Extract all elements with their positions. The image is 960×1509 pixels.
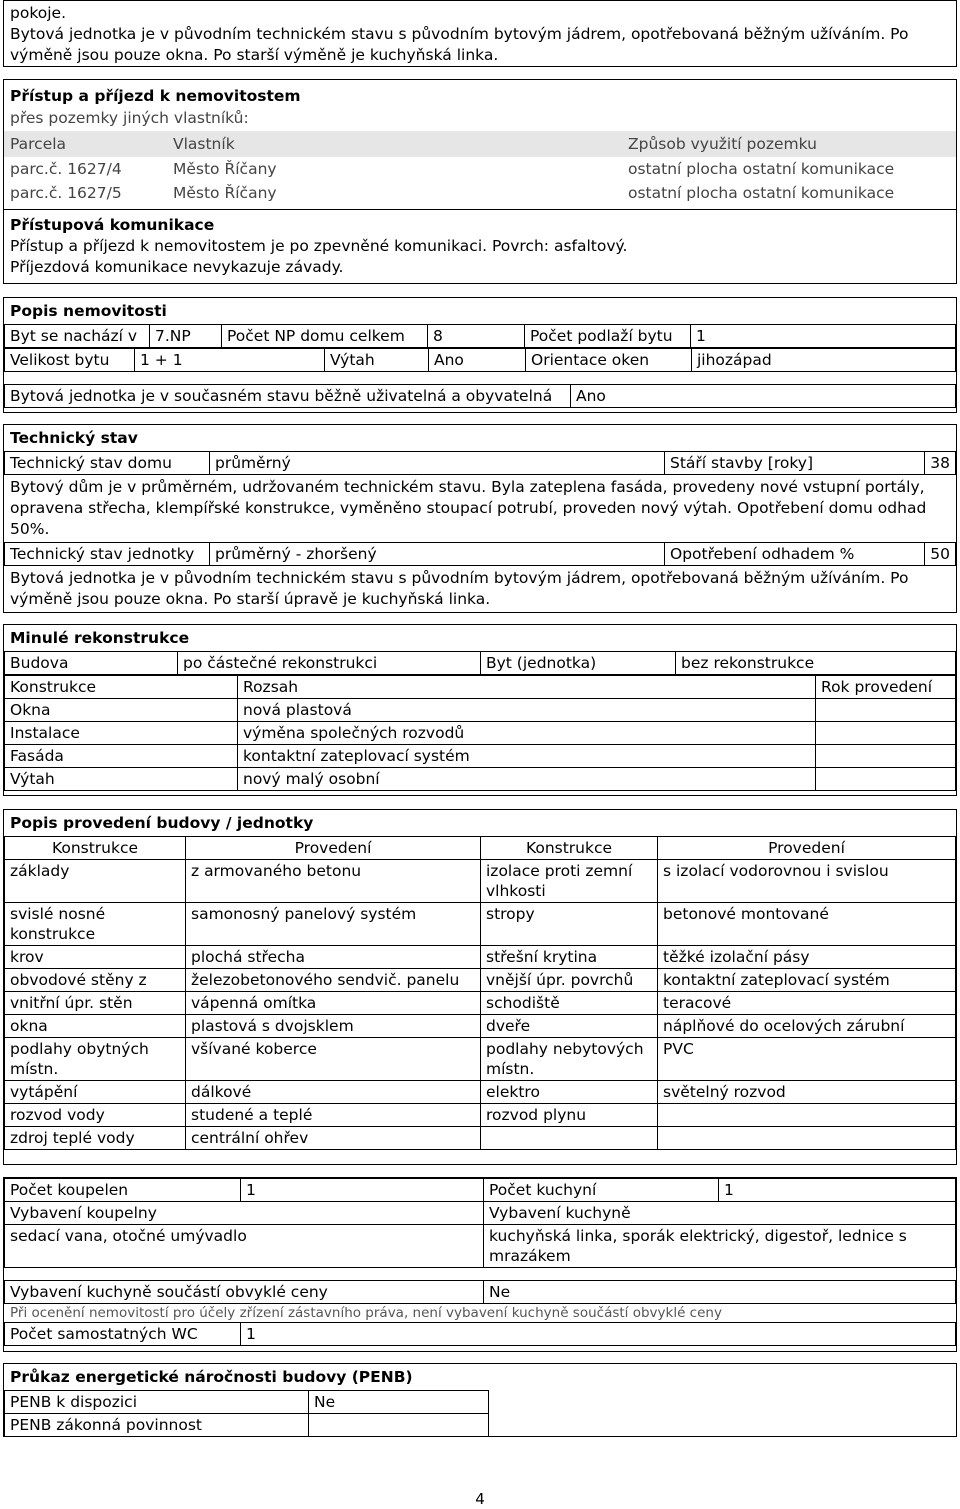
kitchen-equip-value: kuchyňská linka, sporák elektrický, digestoř, lednice s mrazákem <box>484 1225 956 1268</box>
floors-total-label: Počet NP domu celkem <box>222 325 428 348</box>
wc-label: Počet samostatných WC <box>5 1323 241 1346</box>
execution-header-2: Provedení <box>658 837 956 860</box>
usage-header: Způsob využití pozemku <box>622 131 956 157</box>
kitchen-note: Při ocenění nemovitostí pro účely zřízení zástavního práva, není vybavení kuchyně součástí obvyklé ceny <box>10 1305 722 1321</box>
size-label: Velikost bytu <box>5 349 135 372</box>
construction-cell: okna <box>5 1015 186 1038</box>
execution-cell: plochá střecha <box>186 946 481 969</box>
year-cell <box>816 745 956 768</box>
table-row <box>5 1391 956 1414</box>
owner-cell: Město Říčany <box>173 160 277 178</box>
flat-floors-value: 1 <box>691 325 956 348</box>
year-header: Rok provedení <box>816 676 956 699</box>
scope-cell: výměna společných rozvodů <box>238 722 816 745</box>
table-row <box>5 722 956 745</box>
table-row <box>5 992 956 1015</box>
floors-total-value: 8 <box>428 325 525 348</box>
construction-header: Konstrukce <box>5 837 186 860</box>
execution-cell: centrální ohřev <box>186 1127 481 1150</box>
construction-header: Konstrukce <box>5 676 238 699</box>
building-value: po částečné rekonstrukci <box>178 652 481 675</box>
execution-cell: železobetonového sendvič. panelu <box>186 969 481 992</box>
penb-mandatory-value <box>309 1414 489 1437</box>
house-label: Technický stav domu <box>5 452 210 475</box>
table-row <box>4 181 956 205</box>
table-row <box>5 946 956 969</box>
table-row <box>5 1081 956 1104</box>
road-title: Přístupová komunikace <box>10 216 215 234</box>
owner-header: Vlastník <box>167 131 622 157</box>
bath-equip-value: sedací vana, otočné umývadlo <box>5 1225 484 1268</box>
execution-cell: plastová s dvojsklem <box>186 1015 481 1038</box>
table-row <box>5 837 956 860</box>
construction-cell: vnitřní úpr. stěn <box>5 992 186 1015</box>
flat-value: bez rekonstrukce <box>676 652 956 675</box>
lift-value: Ano <box>429 349 526 372</box>
table-row <box>5 903 956 946</box>
year-cell <box>816 722 956 745</box>
kitchens-label: Počet kuchyní <box>484 1179 719 1202</box>
orientation-label: Orientace oken <box>526 349 692 372</box>
flat-floors-label: Počet podlaží bytu <box>525 325 691 348</box>
construction-cell: podlahy nebytových místn. <box>481 1038 658 1081</box>
execution-cell: studené a teplé <box>186 1104 481 1127</box>
construction-cell: elektro <box>481 1081 658 1104</box>
lift-label: Výtah <box>325 349 429 372</box>
age-value: 38 <box>925 452 956 475</box>
execution-cell: těžké izolační pásy <box>658 946 956 969</box>
year-cell <box>816 699 956 722</box>
table-row <box>5 768 956 791</box>
construction-cell: obvodové stěny z <box>5 969 186 992</box>
house-text: Bytový dům je v průměrném, udržovaném technickém stavu. Byla zateplena fasáda, provedeny nové vstupní portály, opravena střecha, klempířské konstrukce, vyměněno stoupací potrubí, proveden nový výtah. Opotřebení domu odhad 50%. <box>10 478 927 538</box>
wc-value: 1 <box>241 1323 956 1346</box>
construction-cell: svislé nosné konstrukce <box>5 903 186 946</box>
reconstructions-section <box>3 624 957 796</box>
table-row <box>5 1127 956 1150</box>
reconstructions-summary-table <box>4 651 956 675</box>
construction-cell: střešní krytina <box>481 946 658 969</box>
description-section <box>3 297 957 413</box>
owner-cell: Město Říčany <box>173 184 277 202</box>
construction-cell: Okna <box>5 699 238 722</box>
tech-title: Technický stav <box>10 429 138 447</box>
tech-section <box>3 424 957 613</box>
floor-label: Byt se nachází v <box>5 325 150 348</box>
construction-table <box>4 836 956 1150</box>
age-label: Stáří stavby [roky] <box>665 452 925 475</box>
construction-cell: Instalace <box>5 722 238 745</box>
orientation-value: jihozápad <box>692 349 956 372</box>
equipment-section <box>3 1177 957 1352</box>
scope-cell: nová plastová <box>238 699 816 722</box>
penb-section <box>3 1363 957 1437</box>
usage-cell: ostatní plocha ostatní komunikace <box>628 184 895 202</box>
usable-value: Ano <box>571 385 956 408</box>
table-row <box>5 452 956 475</box>
execution-cell: PVC <box>658 1038 956 1081</box>
construction-header-2: Konstrukce <box>481 837 658 860</box>
table-row <box>4 157 956 181</box>
table-row <box>5 1038 956 1081</box>
kitchen-price-label: Vybavení kuchyně součástí obvyklé ceny <box>5 1281 484 1304</box>
construction-cell: podlahy obytných místn. <box>5 1038 186 1081</box>
penb-mandatory-label: PENB zákonná povinnost <box>5 1414 309 1437</box>
table-row <box>5 385 956 408</box>
table-row <box>5 1281 956 1304</box>
execution-cell: betonové montované <box>658 903 956 946</box>
construction-title: Popis provedení budovy / jednotky <box>10 814 314 832</box>
description-table-2 <box>4 348 956 372</box>
unit-text: Bytová jednotka je v původním technickém stavu s původním bytovým jádrem, opotřebovaná běžným užíváním. Po výměně jsou pouze okna. Po starší úpravě je kuchyňská linka. <box>10 569 909 608</box>
year-cell <box>816 768 956 791</box>
execution-cell: dálkové <box>186 1081 481 1104</box>
kitchen-price-value: Ne <box>484 1281 956 1304</box>
bathrooms-value: 1 <box>241 1179 484 1202</box>
execution-cell: všívané koberce <box>186 1038 481 1081</box>
execution-cell <box>658 1127 956 1150</box>
table-row <box>5 1323 956 1346</box>
building-label: Budova <box>5 652 178 675</box>
penb-table <box>4 1390 956 1437</box>
penb-spacer <box>489 1414 956 1437</box>
construction-cell: rozvod vody <box>5 1104 186 1127</box>
flat-label: Byt (jednotka) <box>481 652 676 675</box>
table-row <box>5 1015 956 1038</box>
scope-cell: nový malý osobní <box>238 768 816 791</box>
execution-cell: náplňové do ocelových zárubní <box>658 1015 956 1038</box>
table-row <box>5 543 956 566</box>
description-table <box>4 324 956 348</box>
construction-cell: stropy <box>481 903 658 946</box>
construction-cell: schodiště <box>481 992 658 1015</box>
scope-header: Rozsah <box>238 676 816 699</box>
execution-cell: kontaktní zateplovací systém <box>658 969 956 992</box>
table-row <box>5 325 956 348</box>
execution-cell: vápenná omítka <box>186 992 481 1015</box>
scope-cell: kontaktní zateplovací systém <box>238 745 816 768</box>
construction-cell: vytápění <box>5 1081 186 1104</box>
access-title: Přístup a příjezd k nemovitostem <box>10 87 301 105</box>
table-row <box>5 1202 956 1225</box>
usable-label: Bytová jednotka je v současném stavu běžně uživatelná a obyvatelná <box>5 385 571 408</box>
equipment-table <box>4 1178 956 1268</box>
penb-available-value: Ne <box>309 1391 489 1414</box>
kitchen-price-table <box>4 1280 956 1304</box>
execution-cell: teracové <box>658 992 956 1015</box>
construction-cell: krov <box>5 946 186 969</box>
table-row <box>5 699 956 722</box>
bathrooms-label: Počet koupelen <box>5 1179 241 1202</box>
wear-value: 50 <box>925 543 956 566</box>
size-value: 1 + 1 <box>135 349 325 372</box>
wc-table <box>4 1322 956 1346</box>
table-row <box>5 349 956 372</box>
wear-label: Opotřebení odhadem % <box>665 543 925 566</box>
execution-cell: světelný rozvod <box>658 1081 956 1104</box>
construction-cell: rozvod plynu <box>481 1104 658 1127</box>
table-row <box>5 969 956 992</box>
table-row <box>5 745 956 768</box>
table-row <box>5 1179 956 1202</box>
intro-section <box>3 0 957 67</box>
reconstructions-title: Minulé rekonstrukce <box>10 629 190 647</box>
parcel-header-row <box>4 131 956 157</box>
unit-label: Technický stav jednotky <box>5 543 210 566</box>
intro-text: Bytová jednotka je v původním technickém stavu s původním bytovým jádrem, opotřebovaná běžným užíváním. Po výměně jsou pouze okna. Po starší výměně je kuchyňská linka. <box>10 25 909 64</box>
floor-value: 7.NP <box>150 325 222 348</box>
unit-value: průměrný - zhoršený <box>210 543 665 566</box>
usable-table <box>4 384 956 408</box>
table-row <box>5 1104 956 1127</box>
road-text: Přístup a příjezd k nemovitostem je po zpevněné komunikaci. Povrch: asfaltový. Příjezdová komunikace nevykazuje závady. <box>10 237 628 276</box>
bath-equip-label: Vybavení koupelny <box>5 1202 484 1225</box>
tech-unit-table <box>4 542 956 566</box>
access-subtitle: přes pozemky jiných vlastníků: <box>10 109 249 127</box>
kitchens-value: 1 <box>719 1179 956 1202</box>
table-row <box>5 860 956 903</box>
kitchen-equip-label: Vybavení kuchyně <box>484 1202 956 1225</box>
table-row <box>5 676 956 699</box>
table-row <box>5 1225 956 1268</box>
construction-cell <box>481 1127 658 1150</box>
construction-cell: Výtah <box>5 768 238 791</box>
construction-cell: základy <box>5 860 186 903</box>
parcel-header: Parcela <box>4 131 167 157</box>
execution-header: Provedení <box>186 837 481 860</box>
construction-cell: dveře <box>481 1015 658 1038</box>
usage-cell: ostatní plocha ostatní komunikace <box>628 160 895 178</box>
parcel-cell: parc.č. 1627/5 <box>10 184 122 202</box>
execution-cell: samonosný panelový systém <box>186 903 481 946</box>
tech-house-table <box>4 451 956 475</box>
construction-cell: vnější úpr. povrchů <box>481 969 658 992</box>
construction-cell: zdroj teplé vody <box>5 1127 186 1150</box>
access-section <box>3 79 957 284</box>
execution-cell: z armovaného betonu <box>186 860 481 903</box>
penb-available-label: PENB k dispozici <box>5 1391 309 1414</box>
page-number: 4 <box>475 1490 485 1508</box>
table-row <box>5 652 956 675</box>
reconstructions-table <box>4 675 956 791</box>
execution-cell: s izolací vodorovnou i svislou <box>658 860 956 903</box>
penb-spacer <box>489 1391 956 1414</box>
execution-cell <box>658 1104 956 1127</box>
penb-title: Průkaz energetické náročnosti budovy (PENB) <box>10 1368 413 1386</box>
construction-section <box>3 809 957 1165</box>
parcel-table <box>4 131 956 205</box>
construction-cell: izolace proti zemní vlhkosti <box>481 860 658 903</box>
construction-cell: Fasáda <box>5 745 238 768</box>
table-row <box>5 1414 956 1437</box>
parcel-cell: parc.č. 1627/4 <box>10 160 122 178</box>
intro-line: pokoje. <box>10 4 66 22</box>
description-title: Popis nemovitosti <box>10 302 167 320</box>
house-value: průměrný <box>210 452 665 475</box>
